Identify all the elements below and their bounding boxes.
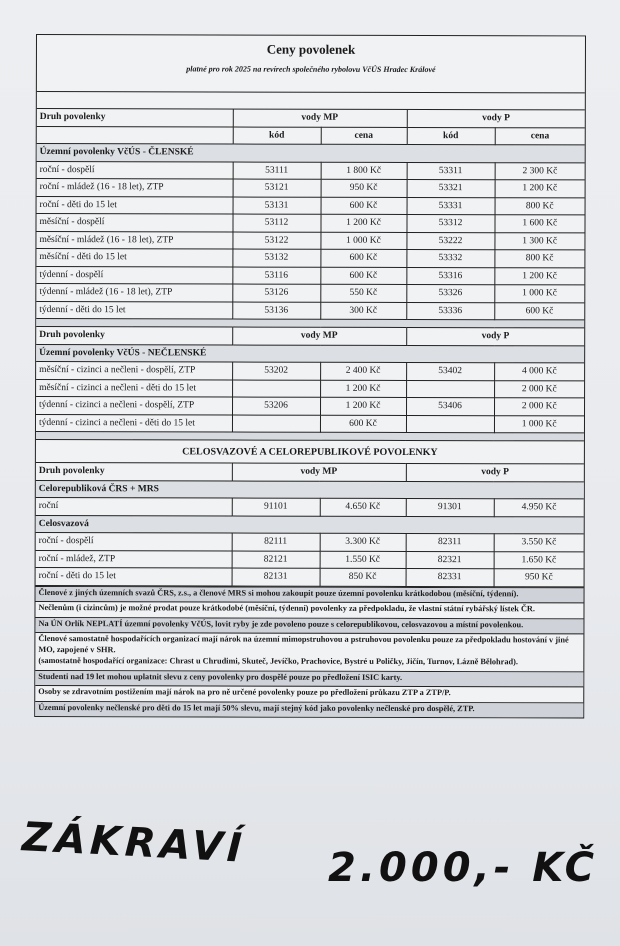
- clenske-rows: [36, 161, 584, 320]
- header-cena: cena: [321, 127, 407, 145]
- mp-cena: 2 400 Kč: [320, 362, 406, 380]
- p-cena: 2 000 Kč: [494, 380, 584, 398]
- section-clenske: Územní povolenky VčÚS - ČLENSKÉ: [37, 144, 585, 163]
- handwritten-price: 2.000,- KČ: [328, 845, 599, 891]
- p-cena: 800 Kč: [495, 197, 585, 215]
- header-vody-mp: vody MP: [232, 328, 406, 345]
- p-cena: 3.550 Kč: [494, 534, 584, 552]
- neclenske-table: [36, 327, 584, 464]
- header-vody-mp: vody MP: [233, 110, 407, 127]
- p-cena: 1 000 Kč: [494, 415, 584, 433]
- row-name: týdenní - cizinci a nečleni - dospělí, ZTP: [36, 397, 232, 415]
- row-name: týdenní - cizinci a nečleni - děti do 15 let: [36, 414, 232, 432]
- title-box: [37, 35, 585, 93]
- table-row: [37, 196, 585, 215]
- mp-cena: 1 000 Kč: [320, 232, 406, 250]
- mp-cena: 600 Kč: [320, 249, 406, 267]
- mp-cena: 1.550 Kč: [320, 551, 406, 569]
- mp-kod: 53132: [232, 249, 320, 267]
- p-cena: 1 600 Kč: [494, 215, 584, 233]
- table-row: [36, 397, 584, 416]
- row-name: měsíční - cizinci a nečleni - dospělí, ZTP: [36, 362, 232, 380]
- p-cena: 4.950 Kč: [494, 499, 584, 517]
- header-vody-p: vody P: [406, 328, 584, 345]
- note: Členové samostatně hospodařících organizací mají nárok na územní mimopstruhovou a pstruhovou povolenku pouze za předpokladu hostování v jiné MO, zapojené v SHR.: [38, 634, 569, 654]
- p-kod: 53402: [406, 362, 494, 380]
- p-kod: 82311: [406, 533, 494, 551]
- row-name: roční: [36, 498, 232, 516]
- header-druh: Druh povolenky: [36, 327, 232, 345]
- notes: [35, 586, 583, 718]
- header-vody-mp: vody MP: [232, 464, 406, 481]
- mp-cena: 4.650 Kč: [320, 498, 406, 516]
- mp-cena: 600 Kč: [320, 415, 406, 433]
- note: Členové z jiných územních svazů ČRS, z.s., a členové MRS si mohou zakoupit pouze územní povolenku krátkodobou (měsíční, týdenní).: [36, 587, 584, 604]
- section-crs: Celorepubliková ČRS + MRS: [36, 480, 584, 499]
- row-name: měsíční - mládež (16 - 18 let), ZTP: [36, 231, 232, 249]
- note: Nečlenům (i cizincům) je možné prodat pouze krátkodobé (měsíční, týdenní) povolenky za předpokladu, že vlastní státní rybářský lístek ČR.: [35, 602, 583, 619]
- table-row: [36, 214, 584, 233]
- p-kod: 53321: [407, 179, 495, 197]
- document-title: Ceny povolenek: [266, 41, 356, 57]
- mp-cena: 600 Kč: [321, 197, 407, 215]
- row-name: měsíční - cizinci a nečleni - děti do 15 let: [36, 379, 232, 397]
- gap: [37, 92, 585, 110]
- row-name: týdenní - děti do 15 let: [36, 301, 232, 319]
- row-name: týdenní - dospělí: [36, 266, 232, 284]
- neclenske-rows: [36, 362, 584, 433]
- header-cena: cena: [495, 127, 585, 145]
- table-row: [36, 498, 584, 517]
- table-row: [37, 161, 585, 180]
- table-row: [36, 301, 584, 320]
- mp-kod: 53131: [233, 197, 321, 215]
- mp-kod: 53111: [233, 162, 321, 180]
- header-druh: Druh povolenky: [36, 463, 232, 481]
- table-row: [36, 414, 584, 433]
- header-vody-p: vody P: [407, 110, 585, 127]
- p-cena: 2 000 Kč: [494, 398, 584, 416]
- p-kod: 91301: [406, 498, 494, 516]
- row-name: roční - dospělí: [36, 533, 232, 551]
- mp-kod: 53121: [233, 179, 321, 197]
- note: Na ÚN Orlík NEPLATÍ územní povolenky VčÚS, lovit ryby je zde povoleno pouze s celorepublikovou, celosvazovou a místní povolenkou.: [35, 618, 583, 635]
- mp-kod: 82121: [232, 551, 320, 569]
- note: Územní povolenky nečlenské pro děti do 15 let mají 50% slevu, mají stejný kód jako povolenky nečlenské pro dospělé, ZTP.: [35, 702, 583, 718]
- row-name: roční - děti do 15 let: [37, 196, 233, 214]
- p-cena: 4 000 Kč: [494, 363, 584, 381]
- table-row: [36, 284, 584, 303]
- handwritten-location: ZÁKRAVÍ: [20, 814, 247, 872]
- row-name: roční - dospělí: [37, 161, 233, 179]
- celo-title: CELOSVAZOVÉ A CELOREPUBLIKOVÉ POVOLENKY: [36, 440, 584, 464]
- mp-kod: 91101: [232, 498, 320, 516]
- note: Studenti nad 19 let mohou uplatnit slevu z ceny povolenky pro dospělé pouze po předložení ISIC karty.: [35, 671, 583, 688]
- clenske-table: [36, 109, 585, 328]
- row-name: měsíční - dospělí: [36, 214, 232, 232]
- p-cena: 1 300 Kč: [494, 232, 584, 250]
- table-row: [36, 379, 584, 398]
- crs-rows: [36, 498, 584, 517]
- mp-cena: 550 Kč: [320, 284, 406, 302]
- mp-cena: 1 200 Kč: [320, 380, 406, 398]
- p-cena: 950 Kč: [494, 569, 584, 587]
- p-kod: 82331: [406, 568, 494, 586]
- p-kod: 53311: [407, 162, 495, 180]
- price-list-document: [34, 34, 586, 718]
- p-kod: 82321: [406, 551, 494, 569]
- table-row: [36, 231, 584, 250]
- p-kod: 53222: [406, 232, 494, 250]
- note: (samostatně hospodařící organizace: Chrast u Chrudimi, Skuteč, Jevíčko, Prachovice, Bystré u Poličky, Jičín, Turnov, Lázně Bělohrad).: [35, 655, 583, 672]
- p-kod: 53406: [406, 397, 494, 415]
- mp-cena: 300 Kč: [320, 302, 406, 320]
- mp-cena: 850 Kč: [320, 568, 406, 586]
- p-cena: 1 000 Kč: [494, 285, 584, 303]
- table-row: [36, 362, 584, 381]
- mp-kod: 53202: [232, 362, 320, 380]
- mp-cena: 1 800 Kč: [321, 162, 407, 180]
- p-cena: 1 200 Kč: [495, 180, 585, 198]
- table-row: [36, 568, 584, 587]
- p-kod: 53331: [407, 197, 495, 215]
- p-cena: 800 Kč: [494, 250, 584, 268]
- p-cena: 600 Kč: [494, 302, 584, 320]
- row-name: týdenní - mládež (16 - 18 let), ZTP: [36, 284, 232, 302]
- celosvazova-rows: [36, 533, 584, 587]
- row-name: roční - mládež (16 - 18 let), ZTP: [37, 179, 233, 197]
- mp-kod: 82111: [232, 533, 320, 551]
- note: Osoby se zdravotním postižením mají nárok na pro ně určené povolenky pouze po předložení průkazu ZTP a ZTP/P.: [35, 686, 583, 703]
- p-kod: 53332: [406, 249, 494, 267]
- mp-kod: 82131: [232, 568, 320, 586]
- mp-kod: 53136: [232, 302, 320, 320]
- row-name: roční - děti do 15 let: [36, 568, 232, 586]
- header-druh: Druh povolenky: [37, 109, 233, 127]
- mp-kod: 53206: [232, 397, 320, 415]
- p-kod: 53326: [406, 284, 494, 302]
- row-name: měsíční - děti do 15 let: [36, 249, 232, 267]
- p-kod: 53312: [406, 214, 494, 232]
- mp-cena: 950 Kč: [321, 179, 407, 197]
- header-kod: kód: [407, 127, 495, 145]
- p-kod: 53316: [406, 267, 494, 285]
- table-row: [36, 266, 584, 285]
- header-kod: kód: [233, 127, 321, 145]
- p-cena: 1.650 Kč: [494, 551, 584, 569]
- mp-kod: [232, 415, 320, 433]
- section-neclenske: Územní povolenky VčÚS - NEČLENSKÉ: [36, 344, 584, 363]
- p-kod: 53336: [406, 302, 494, 320]
- section-celosvazova: Celosvazová: [36, 515, 584, 534]
- table-row: [36, 533, 584, 552]
- table-row: [36, 550, 584, 569]
- mp-kod: 53122: [232, 232, 320, 250]
- mp-kod: 53116: [232, 267, 320, 285]
- mp-cena: 600 Kč: [320, 267, 406, 285]
- empty-cell: [37, 126, 233, 144]
- table-row: [36, 249, 584, 268]
- celo-table: [36, 463, 584, 587]
- document-subtitle: platné pro rok 2025 na revírech společného rybolovu VčÚS Hradec Králové: [186, 64, 436, 75]
- mp-kod: 53112: [232, 214, 320, 232]
- table-row: [37, 179, 585, 198]
- row-name: roční - mládež, ZTP: [36, 550, 232, 568]
- mp-cena: 3.300 Kč: [320, 533, 406, 551]
- mp-cena: 1 200 Kč: [320, 214, 406, 232]
- p-cena: 2 300 Kč: [495, 162, 585, 180]
- p-cena: 1 200 Kč: [494, 267, 584, 285]
- mp-kod: [232, 380, 320, 398]
- p-kod: [406, 380, 494, 398]
- header-vody-p: vody P: [406, 464, 584, 481]
- mp-kod: 53126: [232, 284, 320, 302]
- p-kod: [406, 415, 494, 433]
- mp-cena: 1 200 Kč: [320, 397, 406, 415]
